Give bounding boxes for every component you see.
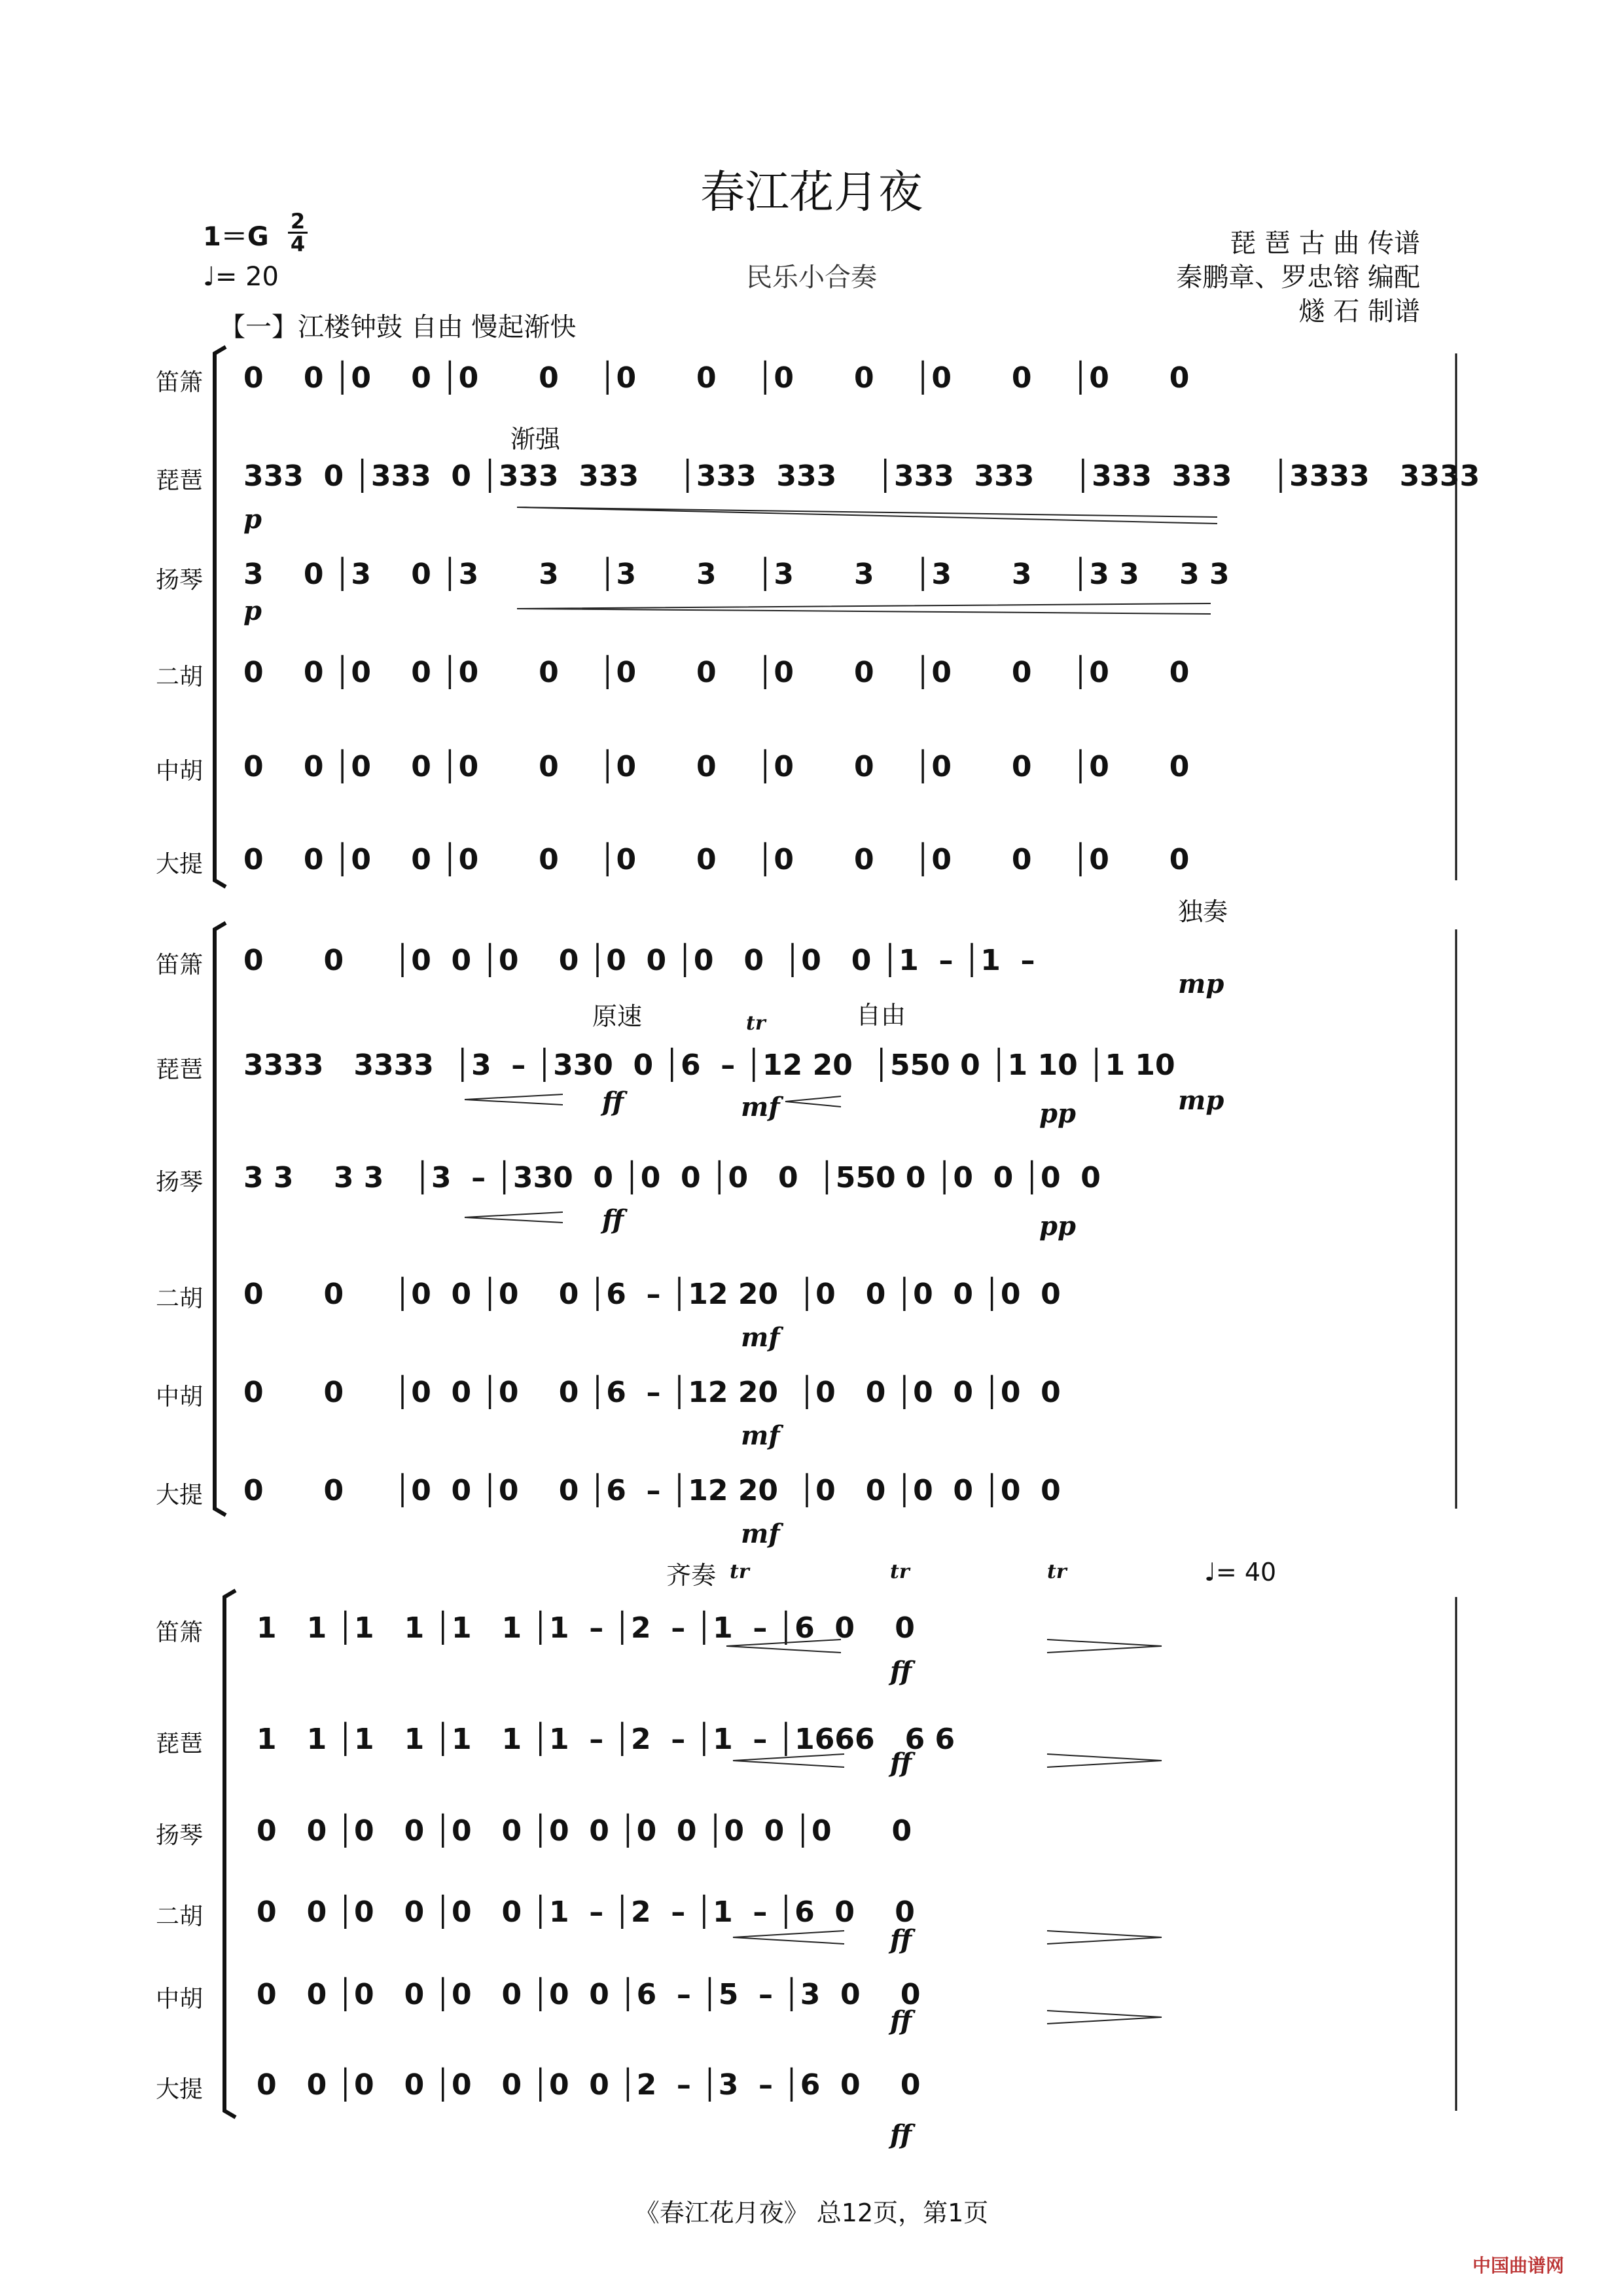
tutti-text: 齐奏: [666, 1561, 717, 1590]
dynamic-mark: ff: [890, 2119, 912, 2150]
trill-mark: tr: [730, 1560, 749, 1583]
instrument-label: 大提: [155, 2076, 203, 2103]
dynamic-mark: mf: [741, 1518, 780, 1549]
tempo-marking: ♩= 20: [203, 262, 279, 292]
notation-row: 333 0 │333 0 │333 333 │333 333 │333 333 │333 333 │3333 3333: [243, 459, 1480, 493]
instrument-label: 笛箫: [155, 369, 203, 396]
notation-row: 3 0 │3 0 │3 3 │3 3 │3 3 │3 3 │3 3 3 3: [243, 558, 1230, 591]
dynamic-mark: ff: [602, 1086, 624, 1117]
instrument-label: 中胡: [155, 1384, 203, 1410]
decrescendo-hairpin: [1047, 1754, 1162, 1767]
site-watermark: 中国曲谱网: [1472, 2255, 1565, 2276]
instrument-label: 琵琶: [155, 1731, 203, 1757]
dynamic-mark: pp: [1039, 1211, 1076, 1242]
notation-row: 0 0 │0 0 │0 0 │0 0 │6 – │5 – │3 0 0: [257, 1978, 921, 2011]
crescendo-hairpin: [517, 603, 1211, 614]
subtitle: 民乐小合奏: [746, 262, 877, 293]
notation-row: 0 0 │0 0 │0 0 │0 0 │0 0 │0 0 │0 0: [243, 656, 1190, 689]
crescendo-text: 渐强: [510, 425, 561, 454]
decrescendo-hairpin: [1047, 1640, 1162, 1653]
trill-mark: tr: [746, 1012, 766, 1035]
time-bottom: 4: [288, 232, 308, 255]
notation-row: 0 0 │0 0 │0 0 │6 – │12 20 │0 0 │0 0 │0 0: [243, 1376, 1061, 1409]
instrument-label: 扬琴: [155, 1169, 203, 1196]
dynamic-mark: ff: [890, 1748, 912, 1778]
credit-line-3: 燧 石 制谱: [1298, 296, 1420, 327]
instrument-label: 大提: [155, 851, 203, 878]
instrument-label: 琵琶: [155, 467, 203, 494]
decrescendo-hairpin: [1047, 1931, 1162, 1944]
instrument-label: 中胡: [155, 758, 203, 785]
crescendo-hairpin: [733, 1754, 844, 1767]
crescendo-hairpin: [517, 507, 1217, 524]
crescendo-hairpin: [726, 1640, 841, 1653]
dynamic-mark: p: [243, 596, 262, 626]
notation-row: 3333 3333 │3 – │330 0 │6 – │12 20 │550 0 │1 10 │1 10: [243, 1049, 1175, 1082]
notation-row: 1 1 │1 1 │1 1 │1 – │2 – │1 – │1666 6 6: [257, 1723, 955, 1756]
crescendo-hairpin: [465, 1212, 563, 1223]
credit-line-2: 秦鹏章、罗忠镕 编配: [1176, 262, 1420, 293]
system-bracket: [215, 923, 226, 1515]
notation-row: 0 0 │0 0 │0 0 │0 0 │0 0 │0 0 │0 0: [243, 750, 1190, 783]
dynamic-mark: ff: [602, 1204, 624, 1235]
instrument-label: 二胡: [155, 1285, 203, 1312]
trill-mark: tr: [890, 1560, 910, 1583]
instrument-label: 中胡: [155, 1986, 203, 2013]
dynamic-mark: ff: [890, 1656, 912, 1687]
instrument-label: 笛箫: [155, 1619, 203, 1646]
instrument-label: 笛箫: [155, 952, 203, 978]
notation-row: 0 0 │0 0 │0 0 │0 0 │0 0 │0 0 │0 0: [243, 843, 1190, 876]
notation-row: 1 1 │1 1 │1 1 │1 – │2 – │1 – │6 0 0: [257, 1611, 915, 1645]
notation-row: 0 0 │0 0 │0 0 │0 0 │0 0 │0 0 │0 0: [257, 1814, 912, 1848]
page-title: 春江花月夜: [700, 167, 923, 219]
notation-row: 0 0 │0 0 │0 0 │1 – │2 – │1 – │6 0 0: [257, 1895, 915, 1929]
dynamic-mark: mf: [741, 1092, 780, 1122]
tempo-text: 原速: [592, 1002, 643, 1031]
decrescendo-hairpin: [1047, 2011, 1162, 2024]
instrument-label: 大提: [155, 1482, 203, 1509]
section-heading: 【一】江楼钟鼓 自由 慢起渐快: [219, 312, 577, 342]
key-signature: 1＝G: [203, 222, 269, 252]
notation-row: 0 0 │0 0 │0 0 │6 – │12 20 │0 0 │0 0 │0 0: [243, 1278, 1061, 1311]
system-bracket: [224, 1590, 236, 2117]
instrument-label: 扬琴: [155, 567, 203, 594]
dynamic-mark: ff: [890, 1924, 912, 1955]
page-footer: 《春江花月夜》 总12页，第1页: [634, 2198, 989, 2227]
instrument-label: 二胡: [155, 1903, 203, 1930]
crescendo-hairpin: [465, 1094, 563, 1105]
system-bracket: [215, 347, 226, 887]
trill-mark: tr: [1047, 1560, 1067, 1583]
solo-text: 独奏: [1178, 897, 1228, 926]
dynamic-mark: pp: [1039, 1098, 1076, 1129]
dynamic-mark: p: [243, 504, 262, 535]
crescendo-hairpin: [733, 1931, 844, 1944]
instrument-label: 扬琴: [155, 1822, 203, 1849]
time-top: 2: [290, 209, 306, 234]
dynamic-mark: mp: [1178, 1085, 1224, 1116]
dynamic-mark: mp: [1178, 969, 1224, 999]
dynamic-mark: mf: [741, 1420, 780, 1451]
instrument-label: 琵琶: [155, 1056, 203, 1083]
notation-row: 0 0 │0 0 │0 0 │0 0 │0 0 │0 0 │0 0: [243, 361, 1190, 395]
notation-row: 0 0 │0 0 │0 0 │0 0 │0 0 │0 0 │1 – │1 –: [243, 944, 1035, 977]
tempo-change: ♩= 40: [1204, 1558, 1277, 1587]
notation-row: 3 3 3 3 │3 – │330 0 │0 0 │0 0 │550 0 │0 0 │0 0: [243, 1161, 1101, 1194]
tempo-text: 自由: [856, 1001, 906, 1030]
dynamic-mark: ff: [890, 2005, 912, 2036]
notation-row: 0 0 │0 0 │0 0 │0 0 │2 – │3 – │6 0 0: [257, 2068, 921, 2102]
dynamic-mark: mf: [741, 1322, 780, 1353]
credit-line-1: 琵 琶 古 曲 传谱: [1230, 228, 1420, 259]
crescendo-hairpin: [785, 1096, 841, 1107]
notation-row: 0 0 │0 0 │0 0 │6 – │12 20 │0 0 │0 0 │0 0: [243, 1474, 1061, 1507]
instrument-label: 二胡: [155, 664, 203, 691]
